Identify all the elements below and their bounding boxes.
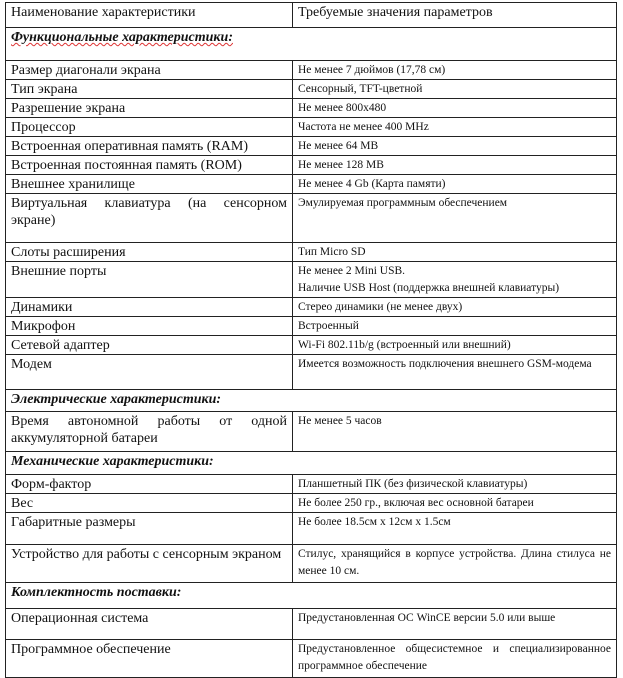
characteristic-name: Размер диагонали экрана [6,61,293,80]
table-row [6,640,617,678]
section-title [6,390,617,412]
characteristic-value [293,494,617,513]
characteristic-value [293,412,617,452]
characteristic-name: Процессор [6,118,293,137]
value-text: Не более 18.5см х 12см х 1.5см [298,516,451,528]
table-row [6,156,617,175]
header-col-value: Требуемые значения параметров [293,3,617,28]
characteristic-value [293,336,617,355]
characteristic-value [293,175,617,194]
characteristic-name: Сетевой адаптер [6,336,293,355]
table-row [6,336,617,355]
table-row [6,355,617,390]
characteristic-value [293,298,617,317]
table-row [6,317,617,336]
value-text: Не менее 2 Mini USB. [298,265,406,277]
table-row [6,194,617,243]
characteristic-value [293,118,617,137]
value-text: Тип Micro SD [298,246,366,258]
value-text: Не менее 7 дюймов (17,78 см) [298,64,446,76]
table-row [6,243,617,262]
characteristic-value [293,61,617,80]
value-text-line2: Наличие USB Host (поддержка внешней клавиатуры) [298,282,560,294]
value-text: Предустановленное общесистемное и специализированное программное обеспечение [298,643,611,672]
table-row [6,494,617,513]
characteristic-name: Время автономной работы от одной аккумуляторной батареи [6,412,293,452]
section-header-row [6,452,617,475]
characteristic-value [293,243,617,262]
table-row [6,80,617,99]
value-text: Стерео динамики (не менее двух) [298,301,463,313]
characteristic-value [293,194,617,243]
section-title-text: Электрические характеристики: [11,392,222,407]
characteristic-name: Слоты расширения [6,243,293,262]
section-title [6,583,617,609]
spec-table [5,2,617,678]
value-text: Встроенный [298,320,359,332]
section-title [6,28,617,61]
value-text: Эмулируемая программным обеспечением [298,197,508,209]
characteristic-value [293,640,617,678]
value-text: Не менее 800x480 [298,102,387,114]
characteristic-name: Встроенная оперативная память (RAM) [6,137,293,156]
characteristic-name: Вес [6,494,293,513]
characteristic-value [293,545,617,583]
value-text: Не менее 64 MB [298,140,379,152]
characteristic-name: Устройство для работы с сенсорным экраном [6,545,293,583]
characteristic-name: Габаритные размеры [6,513,293,545]
value-text: Имеется возможность подключения внешнего GSM-модема [298,358,592,370]
value-text: Не менее 5 часов [298,415,382,427]
table-row [6,61,617,80]
section-header-row [6,583,617,609]
section-title-text: Механические характеристики: [11,454,214,469]
characteristic-value [293,475,617,494]
header-col-name: Наименование характеристики [6,3,293,28]
section-header-row [6,28,617,61]
characteristic-value [293,262,617,298]
characteristic-name: Модем [6,355,293,390]
characteristic-value [293,317,617,336]
characteristic-value [293,137,617,156]
table-row [6,475,617,494]
table-header-row [6,3,617,28]
section-title-text: Комплектность поставки: [11,585,182,600]
value-text: Не менее 4 Gb (Карта памяти) [298,178,446,190]
value-text: Не менее 128 MB [298,159,384,171]
table-row [6,513,617,545]
characteristic-value [293,156,617,175]
characteristic-name: Микрофон [6,317,293,336]
characteristic-name: Внешнее хранилище [6,175,293,194]
characteristic-name: Программное обеспечение [6,640,293,678]
section-title-text: Функциональные характеристики: [11,30,233,45]
section-title [6,452,617,475]
section-header-row [6,390,617,412]
characteristic-name: Форм-фактор [6,475,293,494]
characteristic-name: Тип экрана [6,80,293,99]
table-row [6,412,617,452]
characteristic-value [293,99,617,118]
value-text: Планшетный ПК (без физической клавиатуры) [298,478,528,490]
table-row [6,262,617,298]
table-row [6,137,617,156]
value-text: Сенсорный, TFT-цветной [298,83,423,95]
table-row [6,99,617,118]
table-row [6,118,617,137]
characteristic-value [293,609,617,640]
value-text: Wi-Fi 802.11b/g (встроенный или внешний) [298,339,511,351]
characteristic-value [293,80,617,99]
characteristic-name: Операционная система [6,609,293,640]
table-row [6,609,617,640]
table-row [6,175,617,194]
table-row [6,298,617,317]
characteristic-value [293,513,617,545]
value-text: Предустановленная ОС WinCE версии 5.0 или выше [298,612,556,624]
characteristic-name: Динамики [6,298,293,317]
characteristic-name: Разрешение экрана [6,99,293,118]
value-text: Стилус, хранящийся в корпусе устройства. Длина стилуса не менее 10 см. [298,548,611,577]
characteristic-name: Виртуальная клавиатура (на сенсорном экране) [6,194,293,243]
value-text: Частота не менее 400 MHz [298,121,429,133]
characteristic-name: Внешние порты [6,262,293,298]
table-row [6,545,617,583]
characteristic-name: Встроенная постоянная память (ROM) [6,156,293,175]
value-text: Не более 250 гр., включая вес основной батареи [298,497,534,509]
characteristic-value [293,355,617,390]
